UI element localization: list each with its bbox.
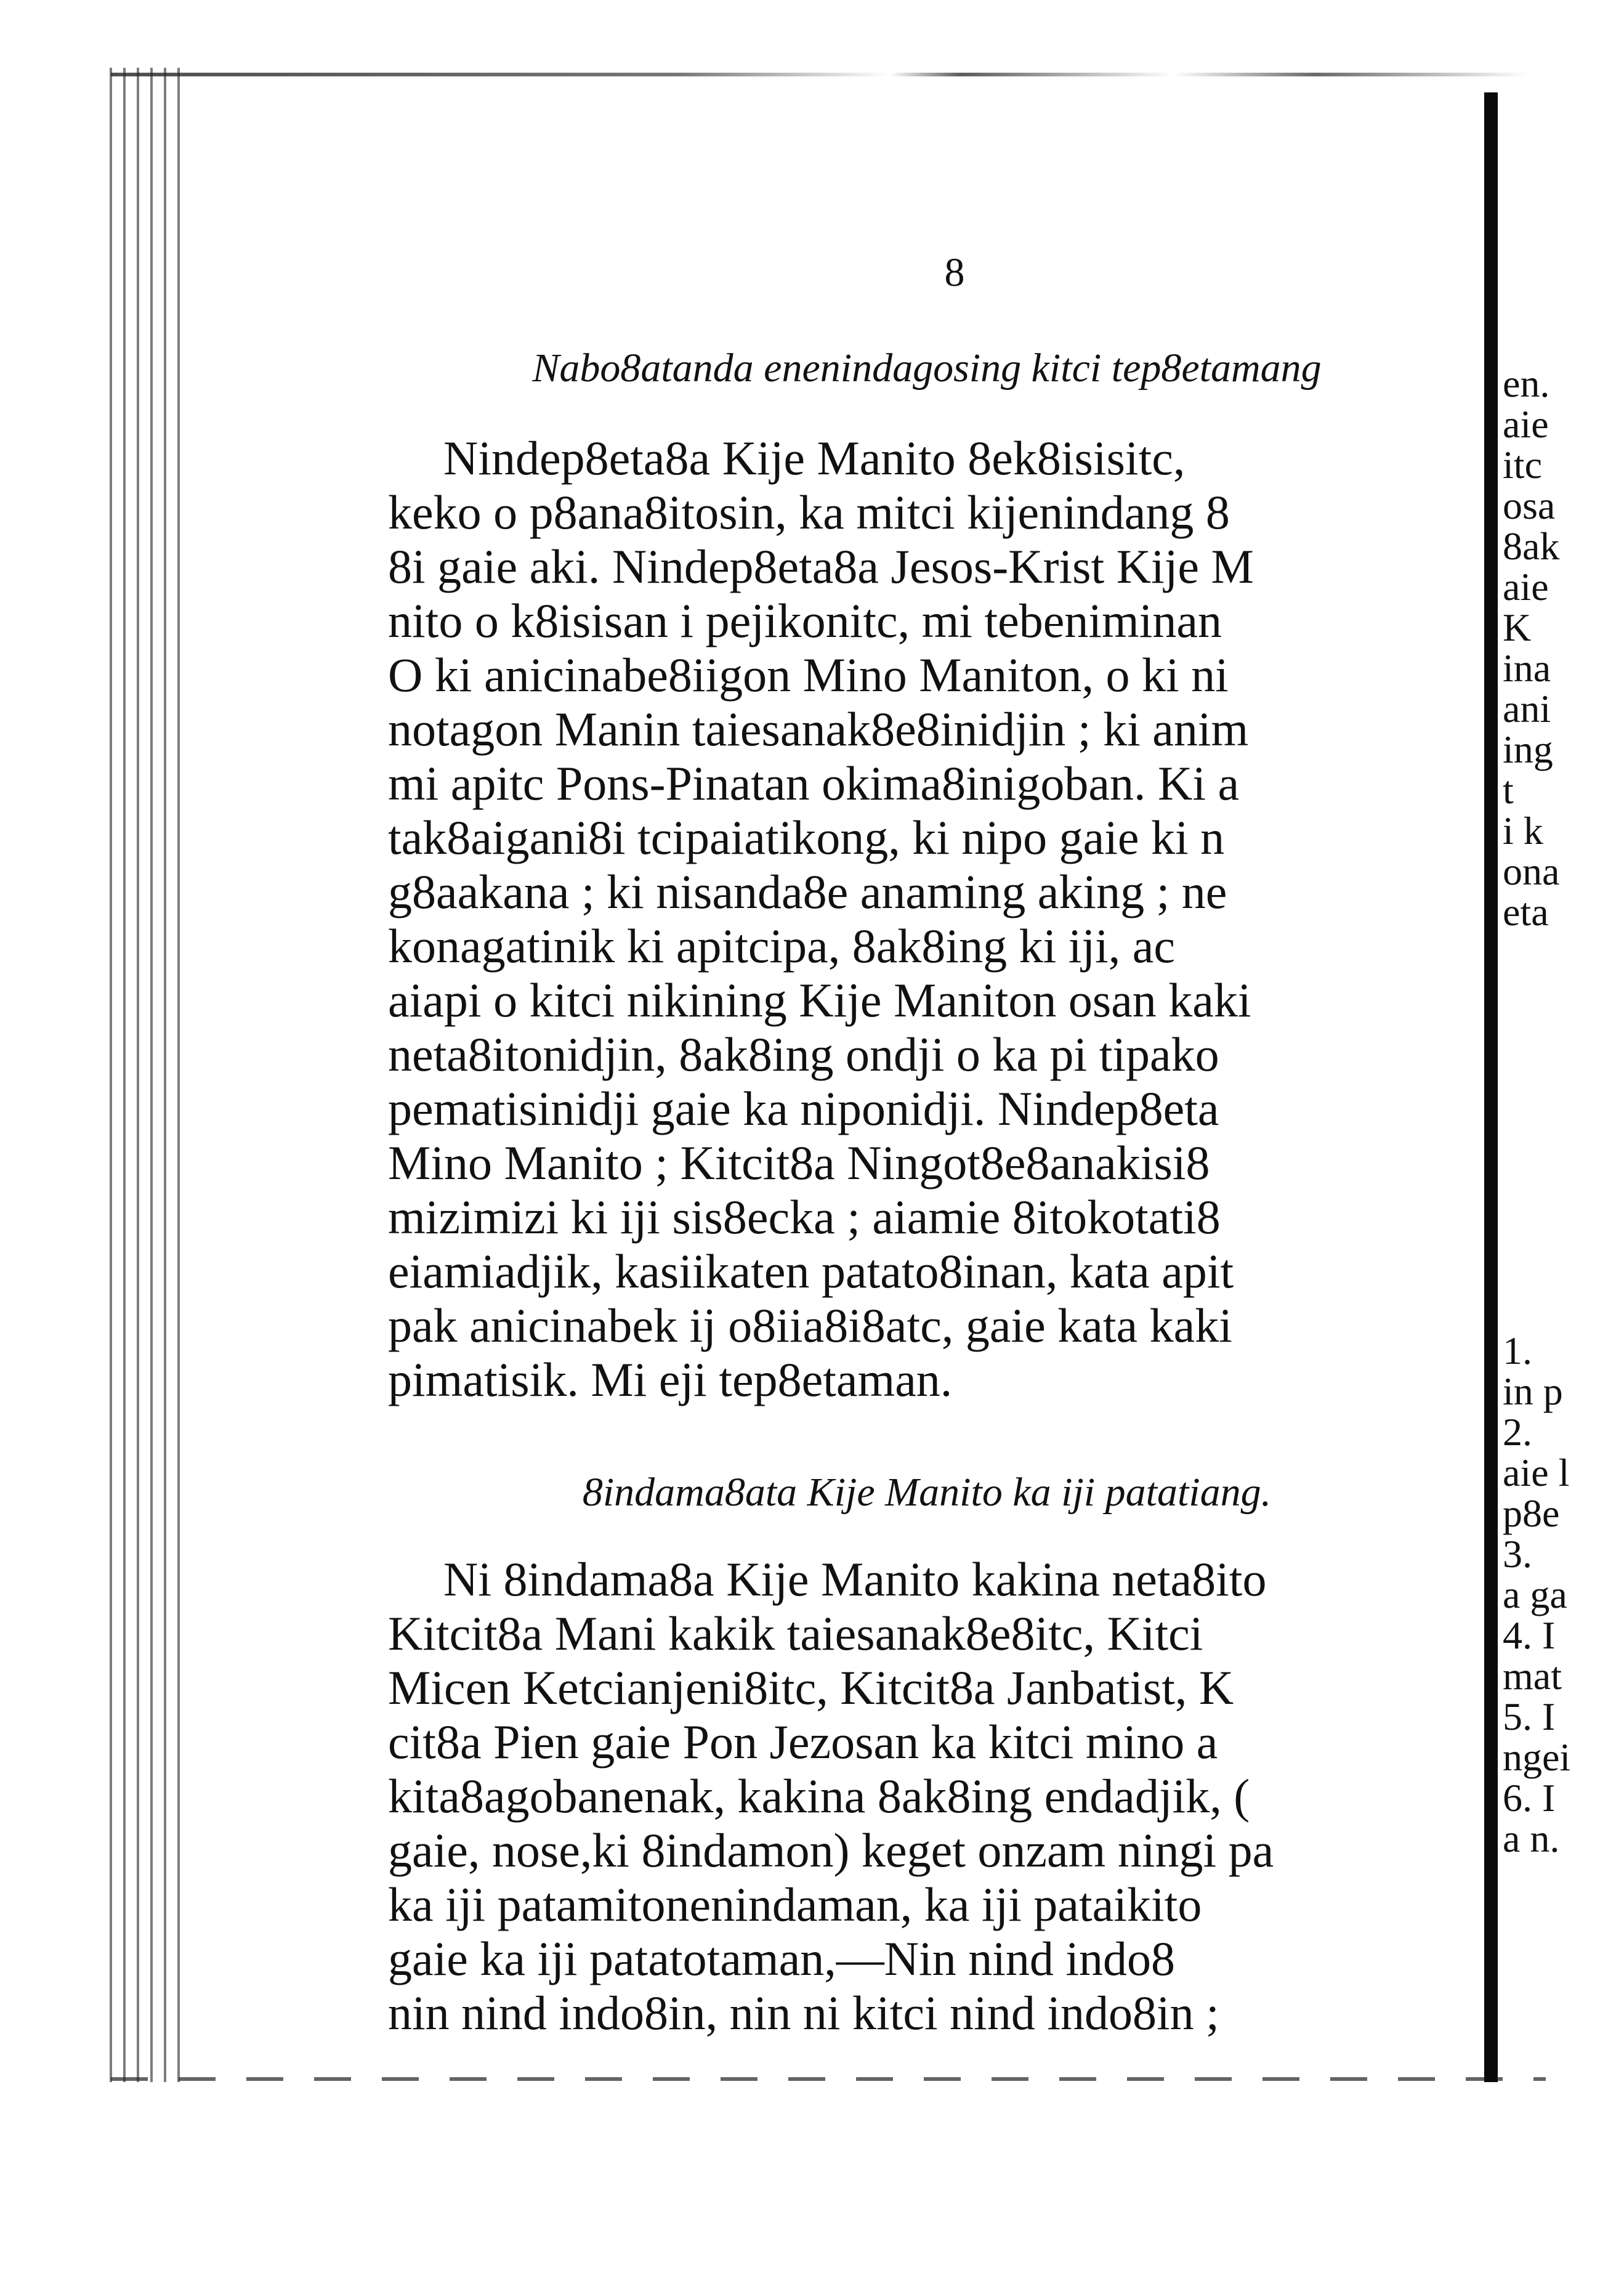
page-number: 8 <box>944 250 965 295</box>
facing-text-fragment: t <box>1503 768 1514 812</box>
facing-text-fragment: p8e <box>1503 1491 1560 1535</box>
text-line: pimatisik. Mi eji tep8etaman. <box>388 1353 953 1406</box>
text-line: aiapi o kitci nikining Kije Maniton osan kaki <box>388 973 1251 1027</box>
left-page-edge <box>110 68 184 2082</box>
section-heading-prayer: Nabo8atanda enenindagosing kitci tep8etamang <box>532 346 1322 391</box>
facing-text-fragment: 6. I <box>1503 1776 1556 1820</box>
text-line: gaie ka iji patatotaman,—Nin nind indo8 <box>388 1932 1176 1985</box>
facing-text-fragment: eta <box>1503 890 1549 934</box>
text-line: konagatinik ki apitcipa, 8ak8ing ki iji, ac <box>388 919 1176 973</box>
facing-text-fragment: 4. I <box>1503 1613 1556 1657</box>
paragraph-creed <box>388 431 1490 1407</box>
facing-text-fragment: osa <box>1503 484 1556 527</box>
text-line: g8aakana ; ki nisanda8e anaming aking ; ne <box>388 865 1227 918</box>
text-line: Kitcit8a Mani kakik taiesanak8e8itc, Kitci <box>388 1607 1203 1660</box>
text-line: mizimizi ki iji sis8ecka ; aiamie 8itokotati8 <box>388 1190 1221 1244</box>
facing-text-fragment: 1. <box>1503 1329 1532 1372</box>
facing-text-fragment: ing <box>1503 728 1553 771</box>
text-line: kita8agobanenak, kakina 8ak8ing endadjik, ( <box>388 1769 1250 1823</box>
facing-page-upper-fragments <box>1503 363 1620 933</box>
text-line: pak anicinabek ij o8iia8i8atc, gaie kata kaki <box>388 1299 1232 1352</box>
text-line: mi apitc Pons-Pinatan okima8inigoban. Ki a <box>388 756 1240 810</box>
facing-text-fragment: itc <box>1503 443 1542 487</box>
facing-text-fragment: mat <box>1503 1654 1562 1698</box>
text-line: keko o p8ana8itosin, ka mitci kijenindang 8 <box>388 485 1230 539</box>
section-heading-confession: 8indama8ata Kije Manito ka iji patatiang. <box>582 1470 1272 1515</box>
facing-text-fragment: K <box>1503 606 1532 649</box>
facing-text-fragment: aie <box>1503 402 1549 446</box>
facing-text-fragment: a ga <box>1503 1573 1567 1616</box>
text-line: cit8a Pien gaie Pon Jezosan ka kitci mino a <box>388 1715 1218 1769</box>
facing-text-fragment: in p <box>1503 1369 1563 1413</box>
text-line: 8i gaie aki. Nindep8eta8a Jesos-Krist Kije M <box>388 540 1254 593</box>
paragraph-confiteor <box>388 1552 1490 2040</box>
facing-text-fragment: 8ak <box>1503 524 1560 568</box>
facing-page-lower-fragments <box>1503 1331 1620 1859</box>
text-line: pematisinidji gaie ka niponidji. Nindep8eta <box>388 1082 1219 1135</box>
text-line: Nindep8eta8a Kije Manito 8ek8isisitc, <box>443 431 1186 485</box>
facing-text-fragment: i k <box>1503 809 1543 853</box>
facing-text-fragment: 5. I <box>1503 1695 1556 1738</box>
text-line: O ki anicinabe8iigon Mino Maniton, o ki ni <box>388 648 1229 702</box>
facing-text-fragment: aie <box>1503 565 1549 609</box>
text-line: Mino Manito ; Kitcit8a Ningot8e8anakisi8 <box>388 1136 1210 1190</box>
text-line: Micen Ketcianjeni8itc, Kitcit8a Janbatist, K <box>388 1661 1234 1714</box>
bottom-scan-border <box>111 2077 1546 2081</box>
text-line: nito o k8isisan i pejikonitc, mi tebeniminan <box>388 594 1222 647</box>
facing-text-fragment: ina <box>1503 646 1551 690</box>
facing-text-fragment: en. <box>1503 362 1550 405</box>
text-line: tak8aigani8i tcipaiatikong, ki nipo gaie ki n <box>388 811 1225 864</box>
text-line: nin nind indo8in, nin ni kitci nind indo8in ; <box>388 1986 1219 2040</box>
facing-text-fragment: ngei <box>1503 1735 1571 1779</box>
text-line: neta8itonidjin, 8ak8ing ondji o ka pi tipako <box>388 1028 1219 1081</box>
text-line: Ni 8indama8a Kije Manito kakina neta8ito <box>443 1552 1267 1606</box>
text-line: eiamiadjik, kasiikaten patato8inan, kata apit <box>388 1244 1234 1298</box>
top-scan-border <box>111 73 1527 76</box>
text-line: gaie, nose,ki 8indamon) keget onzam ningi pa <box>388 1823 1274 1877</box>
text-line: ka iji patamitonenindaman, ka iji pataikito <box>388 1878 1202 1931</box>
facing-text-fragment: ona <box>1503 849 1560 893</box>
facing-text-fragment: 3. <box>1503 1532 1532 1576</box>
facing-text-fragment: aie l <box>1503 1451 1570 1494</box>
facing-text-fragment: a n. <box>1503 1817 1560 1860</box>
text-line: notagon Manin taiesanak8e8inidjin ; ki anim <box>388 702 1249 756</box>
facing-text-fragment: ani <box>1503 687 1551 731</box>
facing-text-fragment: 2. <box>1503 1410 1532 1454</box>
